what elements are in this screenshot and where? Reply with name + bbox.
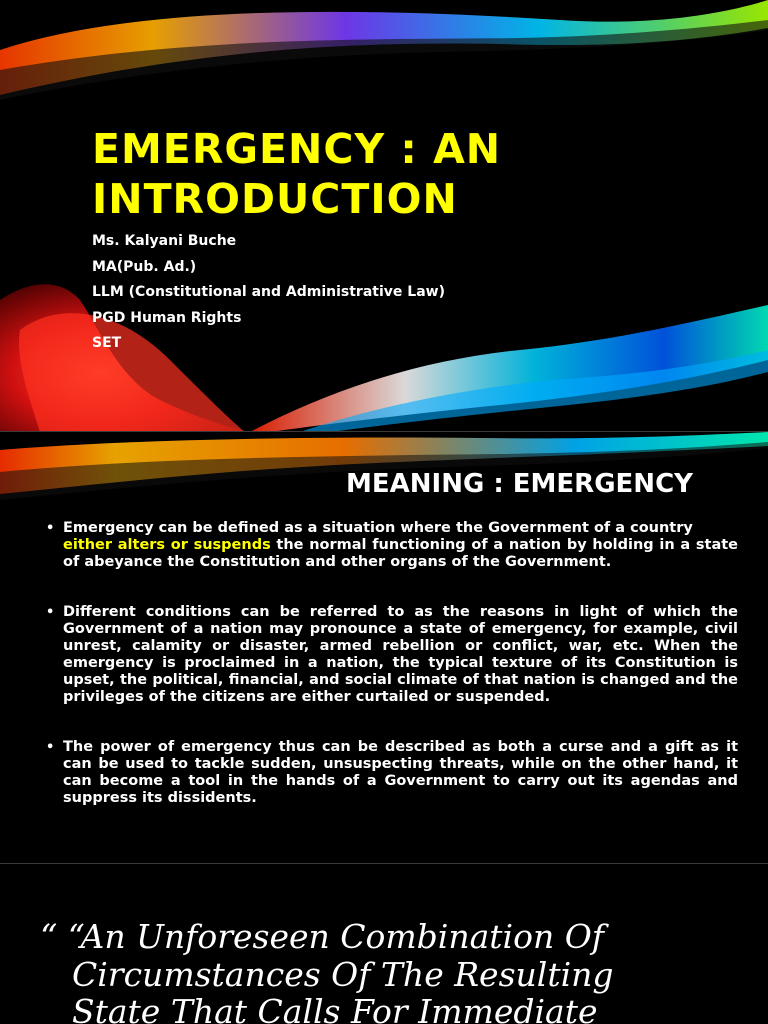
- slide-quote: [0, 864, 768, 1024]
- qualification-llm: LLM (Constitutional and Administrative Law): [92, 284, 445, 300]
- qualification-set: SET: [92, 335, 122, 351]
- title-line-1: EMERGENCY : AN: [92, 125, 502, 173]
- meaning-bullets: [46, 520, 738, 840]
- slide-meaning: [0, 432, 768, 864]
- title-line-2: INTRODUCTION: [92, 175, 458, 223]
- slide-title-heading: [92, 124, 501, 224]
- quote-line-1: “An Unforeseen Combination Of: [67, 917, 604, 956]
- definition-quote: [40, 918, 760, 1024]
- quote-line-2: Circumstances Of The Resulting: [72, 955, 614, 994]
- quote-line-3: State That Calls For Immediate: [72, 992, 598, 1024]
- author-details: [92, 229, 445, 357]
- bullet-definition: [46, 520, 738, 571]
- quote-mark-icon: “: [40, 917, 58, 957]
- slide-title: [0, 0, 768, 432]
- bullet-definition-rest: the normal functioning of a nation by holding in a state of abeyance the Constitution and other organs of the Government.: [63, 537, 738, 570]
- highlight-text: either alters or suspends: [63, 537, 271, 553]
- qualification-pgd: PGD Human Rights: [92, 309, 242, 326]
- author-name: Ms. Kalyani Buche: [92, 233, 237, 249]
- bullet-definition-text: Emergency can be defined as a situation where the Government of a country: [63, 520, 693, 536]
- bullet-curse-gift: • The power of emergency thus can be described as both a curse and a gift as it can be used to tackle sudden, unsuspecting threats, while on the other hand, it can become a tool in the hands of a Government to carry out its agendas and suppress its dissidents.: [46, 739, 738, 807]
- qualification-ma: MA(Pub. Ad.): [92, 258, 197, 275]
- bullet-conditions: • Different conditions can be referred to as the reasons in light of which the Government of a nation may pronounce a state of emergency, for example, civil unrest, calamity or disaster, armed rebellion or conflict, war, etc. When the emergency is proclaimed in a nation, the typical texture of its Constitution is upset, the political, financial, and social climate of that nation is changed and the privileges of the citizens are either curtailed or suspended.: [46, 604, 738, 706]
- meaning-heading: MEANING : EMERGENCY: [346, 469, 693, 499]
